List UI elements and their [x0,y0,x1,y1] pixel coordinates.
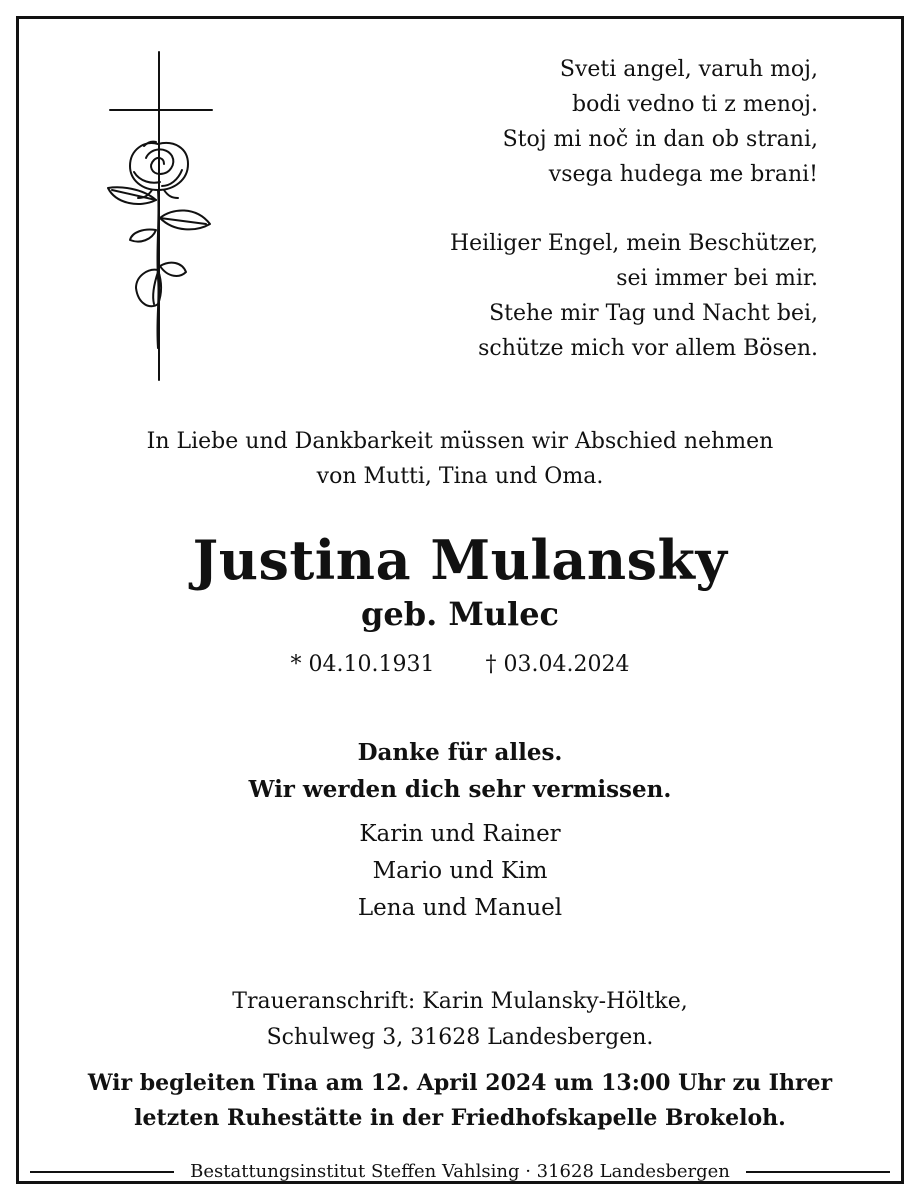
life-dates [0,650,920,680]
family-list [0,816,920,927]
intro-text [0,424,920,494]
funeral-line: Wir begleiten Tina am 12. April 2024 um 13:00 Uhr zu Ihrer [87,1070,833,1096]
poem-slovenian [503,52,818,192]
address-line: Schulweg 3, 31628 Landesbergen. [266,1025,654,1050]
family-member: Karin und Rainer [359,821,561,847]
birth-date: * 04.10.1931 [290,652,435,677]
footer [30,1160,890,1184]
maiden-name: geb. Mulec [360,595,560,633]
deceased-name: Justina Mulansky [192,528,728,592]
thanks-message [0,734,920,808]
intro-line: In Liebe und Dankbarkeit müssen wir Abschied nehmen [146,429,774,454]
intro-line: von Mutti, Tina und Oma. [316,464,604,489]
death-date: † 03.04.2024 [485,652,630,677]
address-line: Traueranschrift: Karin Mulansky-Höltke, [232,989,688,1014]
poem-german [450,226,818,366]
poem-line: Stehe mir Tag und Nacht bei, [489,301,818,326]
footer-rule-left [30,1171,174,1173]
funeral-notice [0,1066,920,1136]
family-member: Lena und Manuel [357,895,563,921]
poem-line: bodi vedno ti z menoj. [572,92,818,117]
poem-line: sei immer bei mir. [616,266,818,291]
funeral-line: letzten Ruhestätte in der Friedhofskapelle Brokeloh. [134,1105,786,1131]
poem-line: schütze mich vor allem Bösen. [478,336,818,361]
thanks-line: Wir werden dich sehr vermissen. [248,776,672,803]
mourning-address [0,984,920,1056]
cross-with-rose-icon [100,48,220,384]
thanks-line: Danke für alles. [357,739,563,766]
poem-line: vsega hudega me brani! [548,162,818,187]
funeral-home-credit: Bestattungsinstitut Steffen Vahlsing · 31628 Landesbergen [190,1161,730,1182]
poem-line: Heiliger Engel, mein Beschützer, [449,231,818,256]
footer-rule-right [746,1171,890,1173]
poem-line: Stoj mi noč in dan ob strani, [502,127,818,152]
family-member: Mario und Kim [372,858,548,884]
poem-line: Sveti angel, varuh moj, [559,57,818,82]
